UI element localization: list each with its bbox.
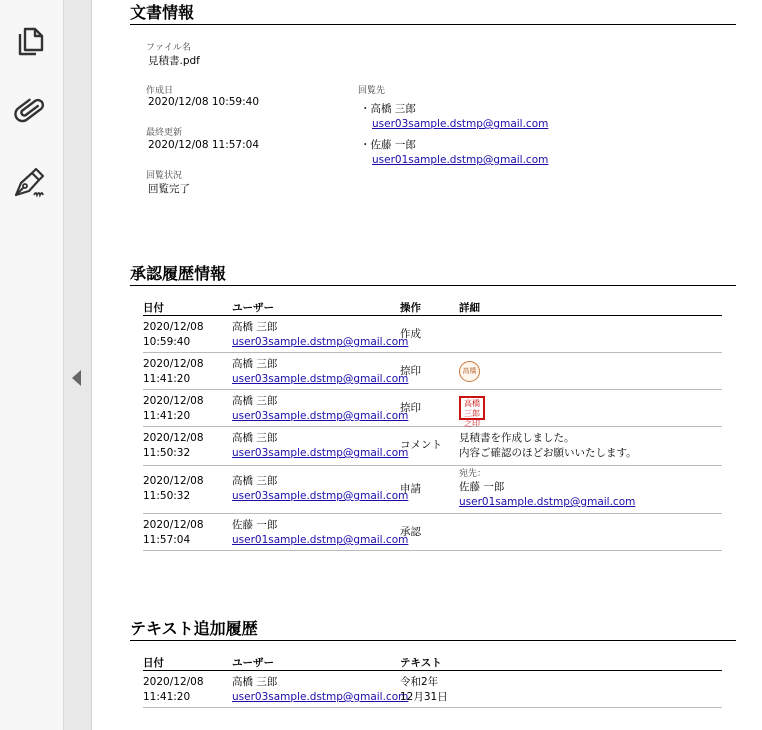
row-user-email-link[interactable]: user03sample.dstmp@gmail.com — [232, 447, 409, 459]
created-value: 2020/12/08 10:59:40 — [148, 96, 260, 108]
text-history-table — [143, 655, 722, 708]
row-user-email-link[interactable]: user03sample.dstmp@gmail.com — [232, 490, 409, 502]
row-user-name: 高橋 三郎 — [232, 358, 278, 370]
collapse-sidebar-arrow-icon[interactable] — [72, 370, 81, 386]
row-time: 11:41:20 — [143, 373, 191, 385]
row-user-email-link[interactable]: user01sample.dstmp@gmail.com — [232, 534, 409, 546]
added-text-line: 令和2年 — [400, 676, 439, 688]
recipient-item — [360, 102, 548, 132]
pages-icon[interactable] — [12, 24, 48, 60]
header-date: 日付 — [143, 302, 164, 314]
row-user-name: 高橋 三郎 — [232, 676, 278, 688]
table-header — [143, 655, 722, 671]
header-date: 日付 — [143, 657, 164, 669]
recipient-email-link[interactable]: user01sample.dstmp@gmail.com — [372, 154, 549, 166]
row-operation: 捺印 — [400, 402, 421, 414]
row-user-email-link[interactable]: user03sample.dstmp@gmail.com — [232, 410, 409, 422]
updated-value: 2020/12/08 11:57:04 — [148, 139, 260, 151]
attachment-icon[interactable] — [12, 93, 48, 129]
section-divider — [130, 285, 736, 286]
updated-label: 最終更新 — [146, 128, 183, 138]
row-time: 11:50:32 — [143, 490, 191, 502]
row-user-email-link[interactable]: user03sample.dstmp@gmail.com — [232, 336, 409, 348]
table-row — [143, 671, 722, 708]
row-operation: 承認 — [400, 526, 421, 538]
doc-info-title: 文書情報 — [130, 3, 195, 22]
table-row — [143, 514, 722, 551]
row-operation: コメント — [400, 439, 442, 451]
header-op: 操作 — [400, 302, 421, 314]
table-row — [143, 466, 722, 514]
row-user-name: 高橋 三郎 — [232, 321, 278, 333]
row-date: 2020/12/08 — [143, 432, 204, 444]
recipient-item — [360, 138, 548, 168]
row-date: 2020/12/08 — [143, 321, 204, 333]
addressee-label: 宛先： — [459, 469, 487, 479]
square-seal-stamp: 高橋三郎之印 — [459, 396, 485, 420]
row-operation: 申請 — [400, 483, 421, 495]
panel-splitter — [64, 0, 92, 730]
recipient-email-link[interactable]: user03sample.dstmp@gmail.com — [372, 118, 549, 130]
row-date: 2020/12/08 — [143, 676, 204, 688]
table-row — [143, 353, 722, 390]
row-user-name: 高橋 三郎 — [232, 432, 278, 444]
table-row — [143, 390, 722, 427]
round-seal-stamp: 高橋 — [459, 361, 480, 382]
status-value: 回覧完了 — [148, 183, 190, 195]
row-operation: 作成 — [400, 328, 421, 340]
row-user-name: 佐藤 一郎 — [232, 519, 278, 531]
row-time: 10:59:40 — [143, 336, 191, 348]
text-history-title: テキスト追加履歴 — [130, 619, 258, 638]
recipients-label: 回覧先 — [358, 86, 386, 96]
table-header — [143, 300, 722, 316]
comment-line: 見積書を作成しました。 — [459, 432, 575, 444]
section-divider — [130, 24, 736, 25]
row-user-name: 高橋 三郎 — [232, 475, 278, 487]
comment-line: 内容ご確認のほどお願いいたします。 — [459, 447, 637, 459]
header-user: ユーザー — [232, 302, 274, 314]
status-label: 回覧状況 — [146, 171, 183, 181]
table-row — [143, 316, 722, 353]
document-page — [92, 0, 762, 730]
added-text-line: 12月31日 — [400, 691, 448, 703]
row-date: 2020/12/08 — [143, 358, 204, 370]
row-time: 11:41:20 — [143, 410, 191, 422]
approval-history-table — [143, 300, 722, 551]
row-user-email-link[interactable]: user03sample.dstmp@gmail.com — [232, 691, 409, 703]
header-user: ユーザー — [232, 657, 274, 669]
file-name-value: 見積書.pdf — [148, 55, 200, 67]
addressee-name: 佐藤 一郎 — [459, 481, 505, 493]
signature-icon[interactable] — [12, 165, 48, 201]
row-user-name: 高橋 三郎 — [232, 395, 278, 407]
row-date: 2020/12/08 — [143, 475, 204, 487]
row-operation: 捺印 — [400, 365, 421, 377]
file-name-label: ファイル名 — [146, 43, 191, 53]
row-time: 11:50:32 — [143, 447, 191, 459]
recipient-name: ・高橋 三郎 — [360, 103, 416, 115]
row-date: 2020/12/08 — [143, 395, 204, 407]
row-time: 11:41:20 — [143, 691, 191, 703]
row-time: 11:57:04 — [143, 534, 191, 546]
addressee-email-link[interactable]: user01sample.dstmp@gmail.com — [459, 496, 636, 508]
row-date: 2020/12/08 — [143, 519, 204, 531]
row-user-email-link[interactable]: user03sample.dstmp@gmail.com — [232, 373, 409, 385]
section-divider — [130, 640, 736, 641]
table-row — [143, 427, 722, 466]
created-label: 作成日 — [146, 86, 174, 96]
recipient-name: ・佐藤 一郎 — [360, 139, 416, 151]
header-text: テキスト — [400, 657, 442, 669]
left-sidebar — [0, 0, 64, 730]
header-detail: 詳細 — [459, 302, 480, 314]
approval-history-title: 承認履歴情報 — [130, 264, 227, 283]
